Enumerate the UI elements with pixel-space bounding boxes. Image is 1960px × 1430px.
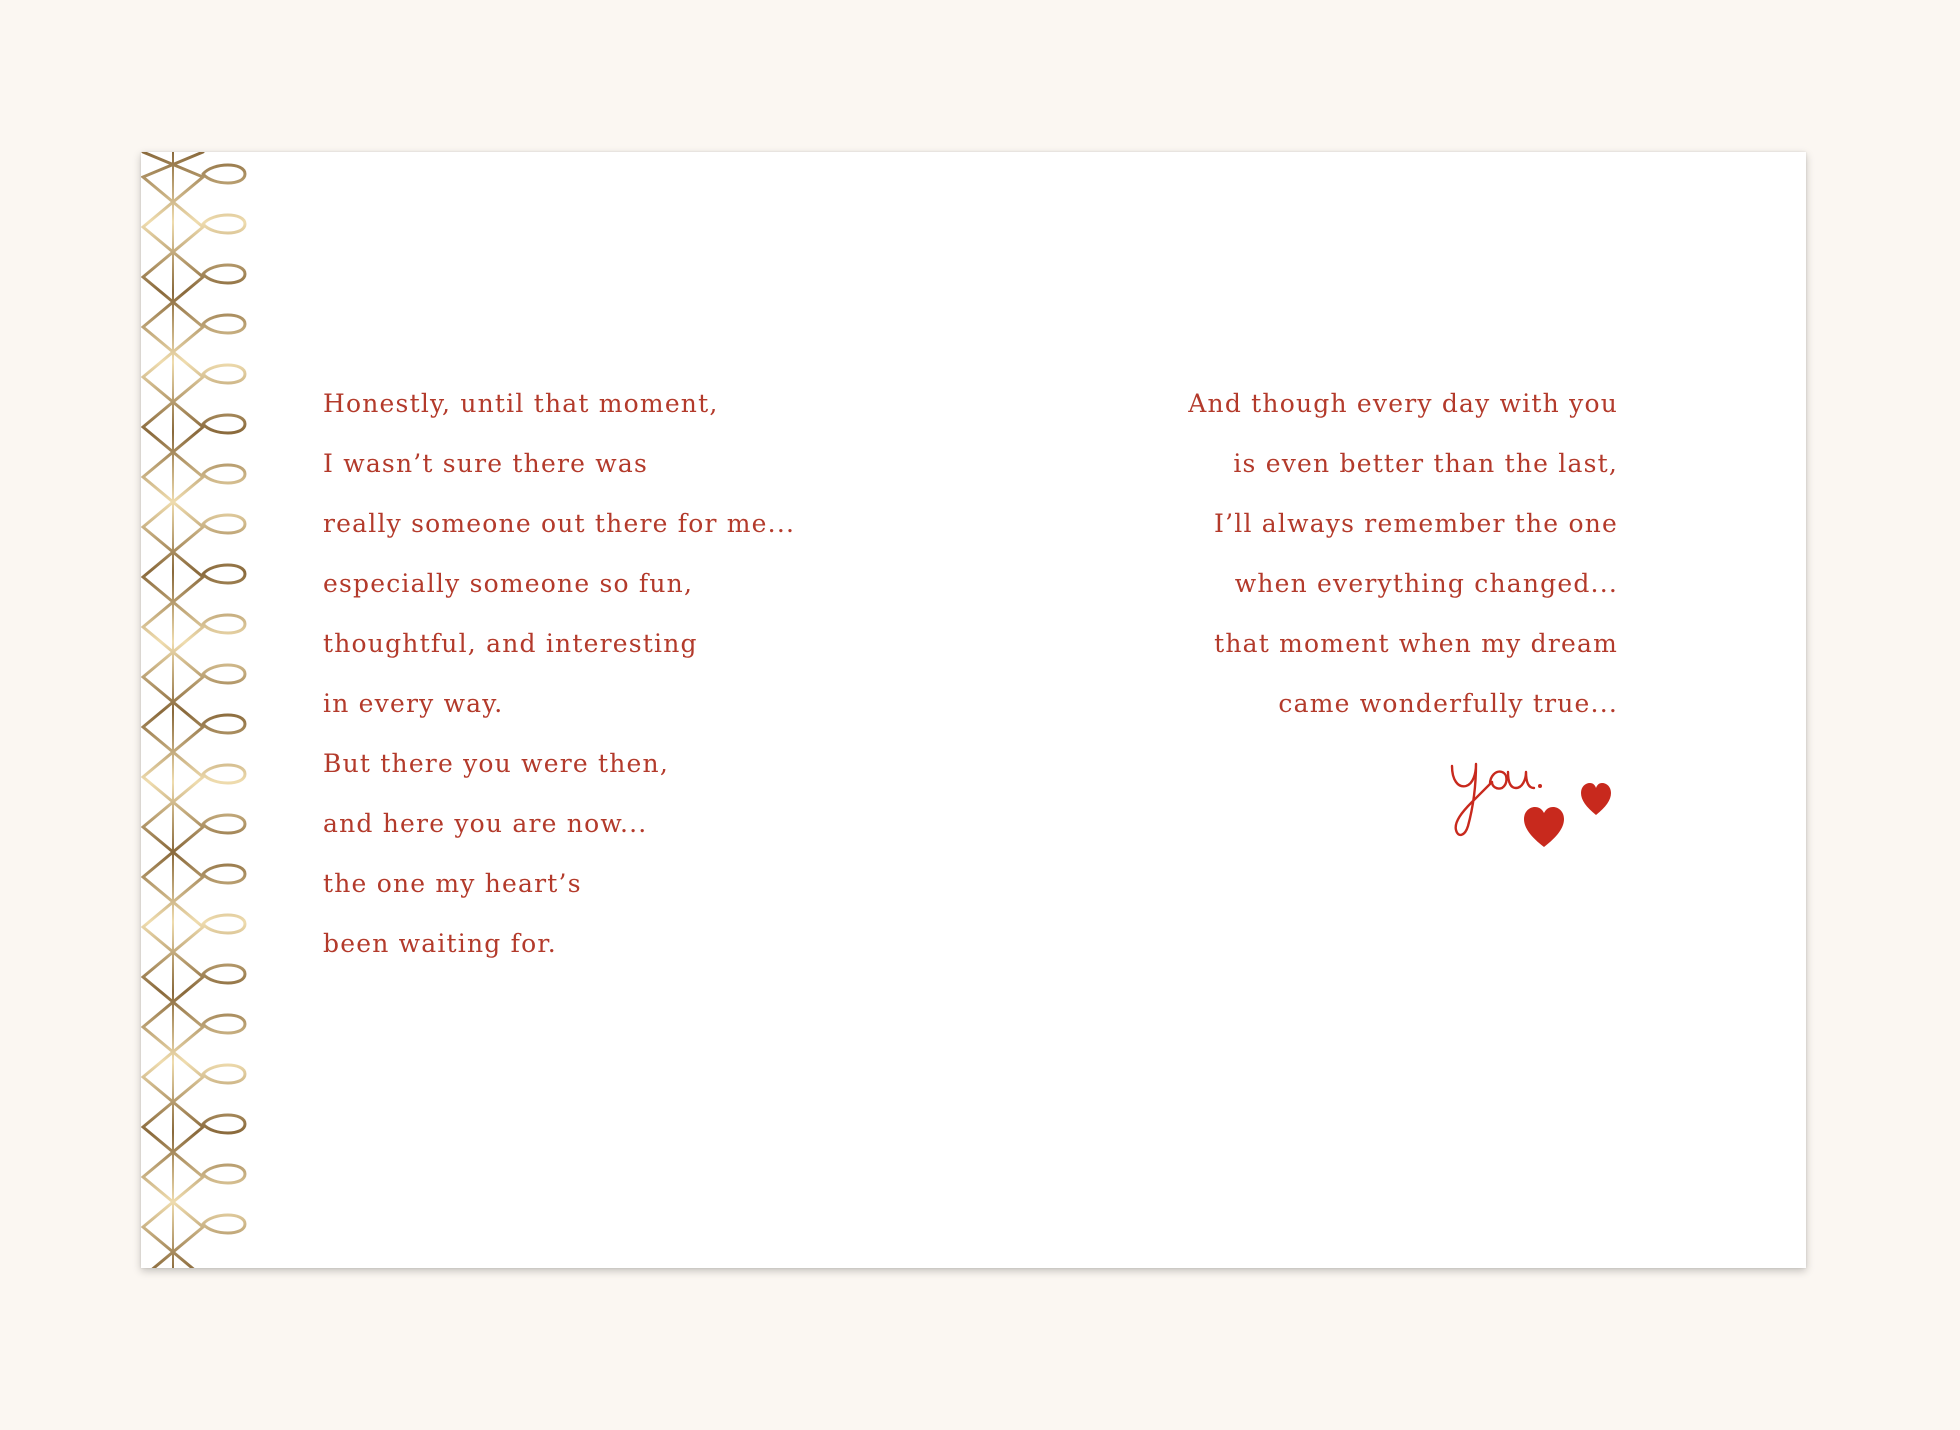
verse-line: when everything changed...: [1234, 569, 1618, 598]
verse-line: Honestly, until that moment,: [323, 389, 719, 418]
gold-loop-pattern-icon: [141, 152, 251, 1268]
verse-line: in every way.: [323, 689, 504, 718]
verse-line: I’ll always remember the one: [1214, 509, 1618, 538]
heart-icon: [1581, 783, 1611, 815]
verse-line: really someone out there for me...: [323, 509, 796, 538]
verse-line: been waiting for.: [323, 929, 557, 958]
greeting-card-inside: [141, 152, 1806, 1268]
left-gold-loop-border: [141, 152, 251, 1268]
verse-line: came wonderfully true...: [1278, 689, 1618, 718]
verse-line: the one my heart’s: [323, 869, 582, 898]
verse-line: thoughtful, and interesting: [323, 629, 698, 658]
verse-line: But there you were then,: [323, 749, 669, 778]
verse-line: and here you are now...: [323, 809, 648, 838]
left-verse: [323, 374, 795, 974]
right-verse: [1188, 374, 1618, 734]
verse-line: that moment when my dream: [1214, 629, 1618, 658]
verse-line: I wasn’t sure there was: [323, 449, 648, 478]
verse-line: especially someone so fun,: [323, 569, 694, 598]
verse-line: And though every day with you: [1188, 389, 1618, 418]
handwritten-signoff: [1446, 732, 1626, 852]
verse-line: is even better than the last,: [1233, 449, 1618, 478]
handwritten-you-script: [1446, 732, 1626, 852]
heart-icon: [1524, 807, 1564, 847]
